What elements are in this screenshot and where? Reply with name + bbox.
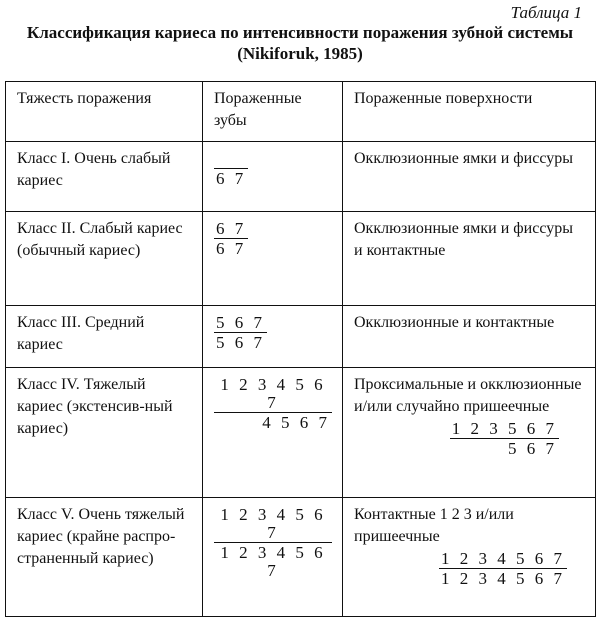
surfaces-cell xyxy=(343,368,596,498)
teeth-cell xyxy=(203,306,343,368)
surfaces-upper: 1 2 3 5 6 7 xyxy=(451,419,557,438)
teeth-fraction xyxy=(214,220,248,258)
severity-cell: Класс II. Слабый кариес (обычный кариес) xyxy=(6,212,203,306)
table-number-label: Таблица 1 xyxy=(510,3,582,22)
table-row xyxy=(6,498,596,617)
teeth-fraction xyxy=(214,314,267,352)
table-title xyxy=(0,22,600,64)
surfaces-fraction xyxy=(450,420,559,458)
header-severity: Тяжесть поражения xyxy=(6,82,203,142)
teeth-fraction xyxy=(214,506,332,580)
teeth-upper: 6 7 xyxy=(216,219,247,238)
header-affected-teeth: Пораженные зубы xyxy=(203,82,343,142)
severity-cell: Класс IV. Тяжелый кариес (экстенсив-ный кариес) xyxy=(6,368,203,498)
teeth-cell xyxy=(203,212,343,306)
severity-cell: Класс V. Очень тяжелый кариес (крайне распро-страненный кариес) xyxy=(6,498,203,617)
surfaces-upper: 1 2 3 4 5 6 7 xyxy=(441,549,565,568)
teeth-upper: 1 2 3 4 5 6 7 xyxy=(220,375,326,412)
title-line-1: Классификация кариеса по интенсивности поражения зубной системы xyxy=(26,23,574,42)
header-row xyxy=(6,82,596,142)
surfaces-cell xyxy=(343,498,596,617)
teeth-fraction xyxy=(214,376,332,432)
teeth-lower: 1 2 3 4 5 6 7 xyxy=(214,542,332,580)
teeth-upper: 1 2 3 4 5 6 7 xyxy=(220,505,326,542)
teeth-fraction xyxy=(214,150,248,188)
surfaces-lower: 5 6 7 xyxy=(450,438,559,458)
teeth-lower: 6 7 xyxy=(216,169,247,188)
teeth-cell xyxy=(203,142,343,212)
severity-cell: Класс I. Очень слабый кариес xyxy=(6,142,203,212)
table-row xyxy=(6,368,596,498)
surfaces-lower: 1 2 3 4 5 6 7 xyxy=(441,569,565,588)
surfaces-cell: Окклюзионные ямки и фиссуры xyxy=(343,142,596,212)
surfaces-fraction-wrap xyxy=(354,420,585,461)
title-line-2: (Nikiforuk, 1985) xyxy=(237,44,363,63)
surfaces-text: Проксимальные и окклюзионные и/или случайно пришеечные xyxy=(354,376,582,415)
teeth-upper xyxy=(214,150,248,168)
surfaces-fraction-wrap xyxy=(354,550,585,591)
severity-cell: Класс III. Средний кариес xyxy=(6,306,203,368)
teeth-lower: 4 5 6 7 xyxy=(214,412,332,432)
table-row xyxy=(6,306,596,368)
surfaces-cell: Окклюзионные ямки и фиссуры и контактные xyxy=(343,212,596,306)
surfaces-fraction xyxy=(439,550,567,588)
surfaces-cell: Окклюзионные и контактные xyxy=(343,306,596,368)
teeth-lower: 6 7 xyxy=(216,239,247,258)
caries-classification-table xyxy=(5,81,596,617)
teeth-upper: 5 6 7 xyxy=(216,313,265,332)
teeth-lower: 5 6 7 xyxy=(216,333,265,352)
teeth-cell xyxy=(203,498,343,617)
table-row xyxy=(6,142,596,212)
surfaces-text: Контактные 1 2 3 и/или пришеечные xyxy=(354,506,514,545)
table-row xyxy=(6,212,596,306)
header-affected-surfaces: Пораженные поверхности xyxy=(343,82,596,142)
teeth-cell xyxy=(203,368,343,498)
